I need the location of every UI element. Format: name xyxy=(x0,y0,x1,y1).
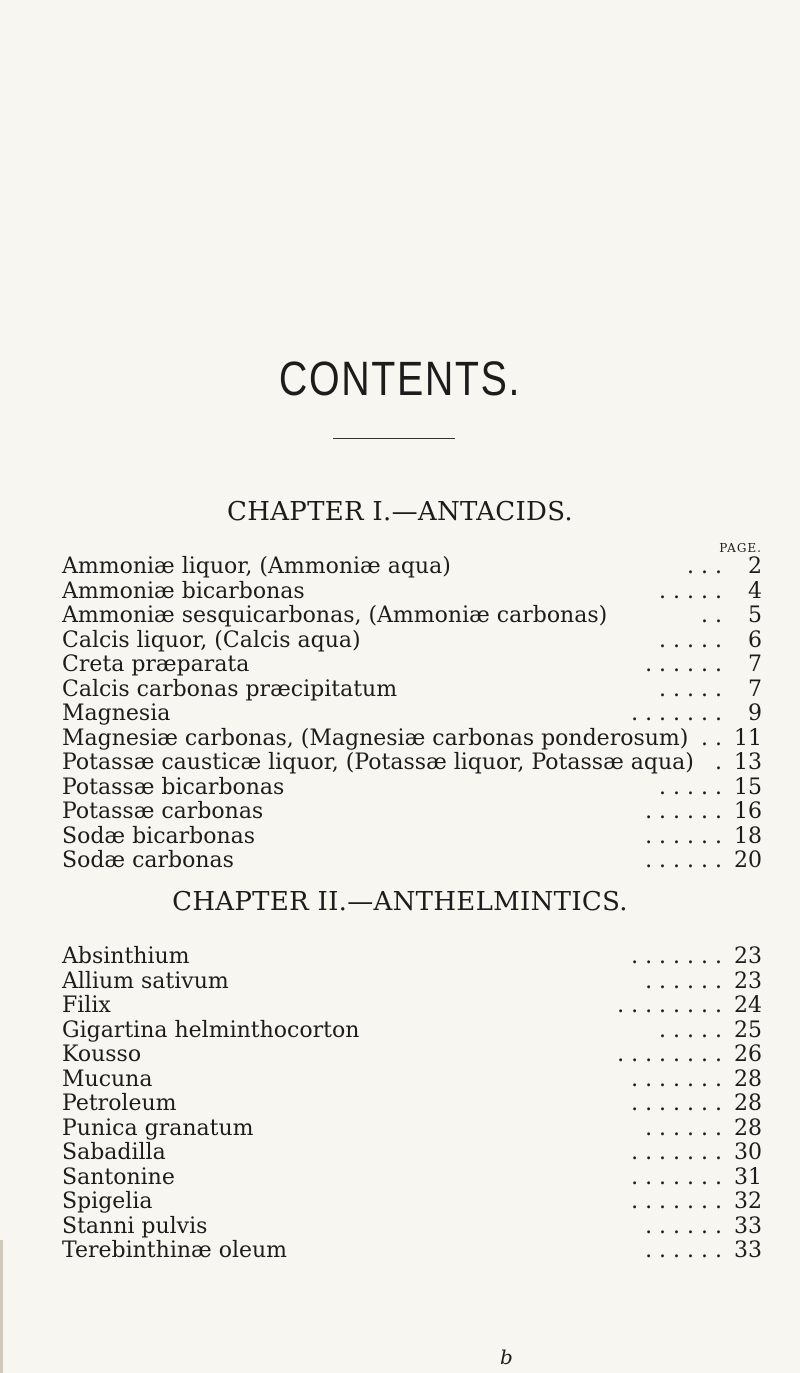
entry-page-number: 31 xyxy=(734,1164,762,1190)
entry-title: Kousso xyxy=(62,1042,142,1067)
entry-page-number: 33 xyxy=(734,1213,762,1239)
leader-dots: . . . . . xyxy=(659,1018,722,1043)
toc-entry xyxy=(62,776,762,801)
entry-page-number: 25 xyxy=(734,1017,762,1043)
entry-title: Allium sativum xyxy=(62,968,229,994)
leader-dots: . . . . . xyxy=(659,579,722,604)
entry-title: Spigelia xyxy=(62,1189,153,1214)
entry-page-number: 15 xyxy=(734,774,762,800)
entry-page-number: 28 xyxy=(734,1091,762,1116)
entry-page-number: 28 xyxy=(734,1066,762,1092)
entry-title: Terebinthinæ oleum xyxy=(62,1238,288,1263)
entry-page-number: 4 xyxy=(748,578,762,604)
leader-dots: . . . . . . . xyxy=(631,1067,722,1092)
toc-entry xyxy=(62,970,762,995)
entry-title: Creta præparata xyxy=(62,652,250,677)
entry-title: Ammoniæ sesquicarbonas, (Ammoniæ carbonas) xyxy=(62,603,608,628)
toc-entry xyxy=(62,1239,762,1264)
leader-dots: . . . . . . xyxy=(645,849,722,873)
leader-dots: . . . . . xyxy=(659,628,722,653)
toc-entry xyxy=(62,825,762,850)
entry-title: Magnesiæ carbonas, (Magnesiæ carbonas ponderosum) xyxy=(62,725,689,751)
leader-dots: . . . . . . . xyxy=(631,1141,722,1165)
leader-dots: . . . . . . xyxy=(645,824,722,849)
entry-page-number: 16 xyxy=(734,799,762,824)
entry-page-number: 28 xyxy=(734,1115,762,1141)
toc-entry xyxy=(62,1190,762,1215)
entry-page-number: 18 xyxy=(734,823,762,849)
toc-entry xyxy=(62,1117,762,1142)
chapter-1-entries xyxy=(62,555,762,874)
entry-page-number: 7 xyxy=(748,652,762,677)
entry-title: Potassæ bicarbonas xyxy=(62,774,285,800)
toc-entry xyxy=(62,1092,762,1117)
leader-dots: . . . . . . . xyxy=(631,1190,722,1214)
leader-dots: . . . . . . . xyxy=(631,945,722,969)
entry-page-number: 11 xyxy=(734,725,762,751)
toc-entry xyxy=(62,653,762,678)
toc-entry xyxy=(62,849,762,874)
leader-dots: . . . . . . xyxy=(645,969,722,994)
leader-dots: . . . . . . xyxy=(645,1239,722,1263)
entry-page-number: 9 xyxy=(748,701,762,726)
toc-entry xyxy=(62,580,762,605)
toc-entry xyxy=(62,1166,762,1191)
leader-dots: . . . . . xyxy=(659,775,722,800)
toc-entry xyxy=(62,800,762,825)
entry-page-number: 32 xyxy=(734,1189,762,1214)
toc-entry xyxy=(62,994,762,1019)
toc-entry xyxy=(62,1215,762,1240)
leader-dots: . . xyxy=(701,604,722,628)
toc-entry xyxy=(62,555,762,580)
entry-page-number: 7 xyxy=(748,676,762,702)
entry-title: Absinthium xyxy=(62,944,190,969)
entry-page-number: 30 xyxy=(734,1140,762,1165)
entry-page-number: 24 xyxy=(734,993,762,1018)
title-rule xyxy=(333,438,455,439)
entry-title: Gigartina helminthocorton xyxy=(62,1017,360,1043)
leader-dots: . . . . . . . . xyxy=(617,994,722,1018)
entry-title: Magnesia xyxy=(62,701,171,726)
page-edge-shadow xyxy=(0,1240,3,1373)
page-title: CONTENTS. xyxy=(278,353,522,406)
leader-dots: . xyxy=(715,751,722,775)
entry-title: Sodæ carbonas xyxy=(62,848,234,873)
entry-title: Filix xyxy=(62,993,111,1018)
entry-page-number: 33 xyxy=(734,1238,762,1263)
chapter-2-entries xyxy=(62,945,762,1264)
entry-title: Stanni pulvis xyxy=(62,1213,208,1239)
toc-entry xyxy=(62,1068,762,1093)
entry-title: Santonine xyxy=(62,1164,175,1190)
toc-entry xyxy=(62,945,762,970)
entry-page-number: 6 xyxy=(748,627,762,653)
entry-page-number: 26 xyxy=(734,1042,762,1067)
toc-entry xyxy=(62,1043,762,1068)
toc-entry xyxy=(62,678,762,703)
toc-entry xyxy=(62,727,762,752)
leader-dots: . . . . . . . xyxy=(631,1165,722,1190)
entry-title: Potassæ causticæ liquor, (Potassæ liquor, Potassæ aqua) xyxy=(62,750,694,775)
leader-dots: . . . . . . . xyxy=(631,702,722,726)
entry-title: Ammoniæ liquor, (Ammoniæ aqua) xyxy=(62,554,451,579)
toc-entry xyxy=(62,751,762,776)
entry-page-number: 23 xyxy=(734,944,762,969)
leader-dots: . . . . . . xyxy=(645,653,722,677)
leader-dots: . . . . . . xyxy=(645,1214,722,1239)
entry-title: Sabadilla xyxy=(62,1140,166,1165)
toc-entry xyxy=(62,604,762,629)
entry-page-number: 20 xyxy=(734,848,762,873)
leader-dots: . . . xyxy=(687,555,722,579)
folio-signature: b xyxy=(500,1345,513,1369)
leader-dots: . . . . . xyxy=(659,677,722,702)
entry-title: Punica granatum xyxy=(62,1115,254,1141)
leader-dots: . . xyxy=(701,726,722,751)
toc-entry xyxy=(62,629,762,654)
leader-dots: . . . . . . . . xyxy=(617,1043,722,1067)
entry-page-number: 2 xyxy=(748,554,762,579)
toc-entry xyxy=(62,1019,762,1044)
page-column-label: PAGE. xyxy=(719,541,762,555)
leader-dots: . . . . . . xyxy=(645,800,722,824)
entry-page-number: 23 xyxy=(734,968,762,994)
entry-title: Petroleum xyxy=(62,1091,177,1116)
chapter-1-heading: CHAPTER I.—ANTACIDS. xyxy=(227,497,573,527)
toc-entry xyxy=(62,702,762,727)
entry-title: Ammoniæ bicarbonas xyxy=(62,578,305,604)
entry-title: Mucuna xyxy=(62,1066,153,1092)
leader-dots: . . . . . . . xyxy=(631,1092,722,1116)
chapter-2-heading: CHAPTER II.—ANTHELMINTICS. xyxy=(172,887,628,917)
entry-page-number: 5 xyxy=(748,603,762,628)
entry-title: Calcis carbonas præcipitatum xyxy=(62,676,398,702)
entry-title: Sodæ bicarbonas xyxy=(62,823,256,849)
entry-title: Potassæ carbonas xyxy=(62,799,264,824)
leader-dots: . . . . . . xyxy=(645,1116,722,1141)
entry-page-number: 13 xyxy=(734,750,762,775)
entry-title: Calcis liquor, (Calcis aqua) xyxy=(62,627,361,653)
toc-entry xyxy=(62,1141,762,1166)
